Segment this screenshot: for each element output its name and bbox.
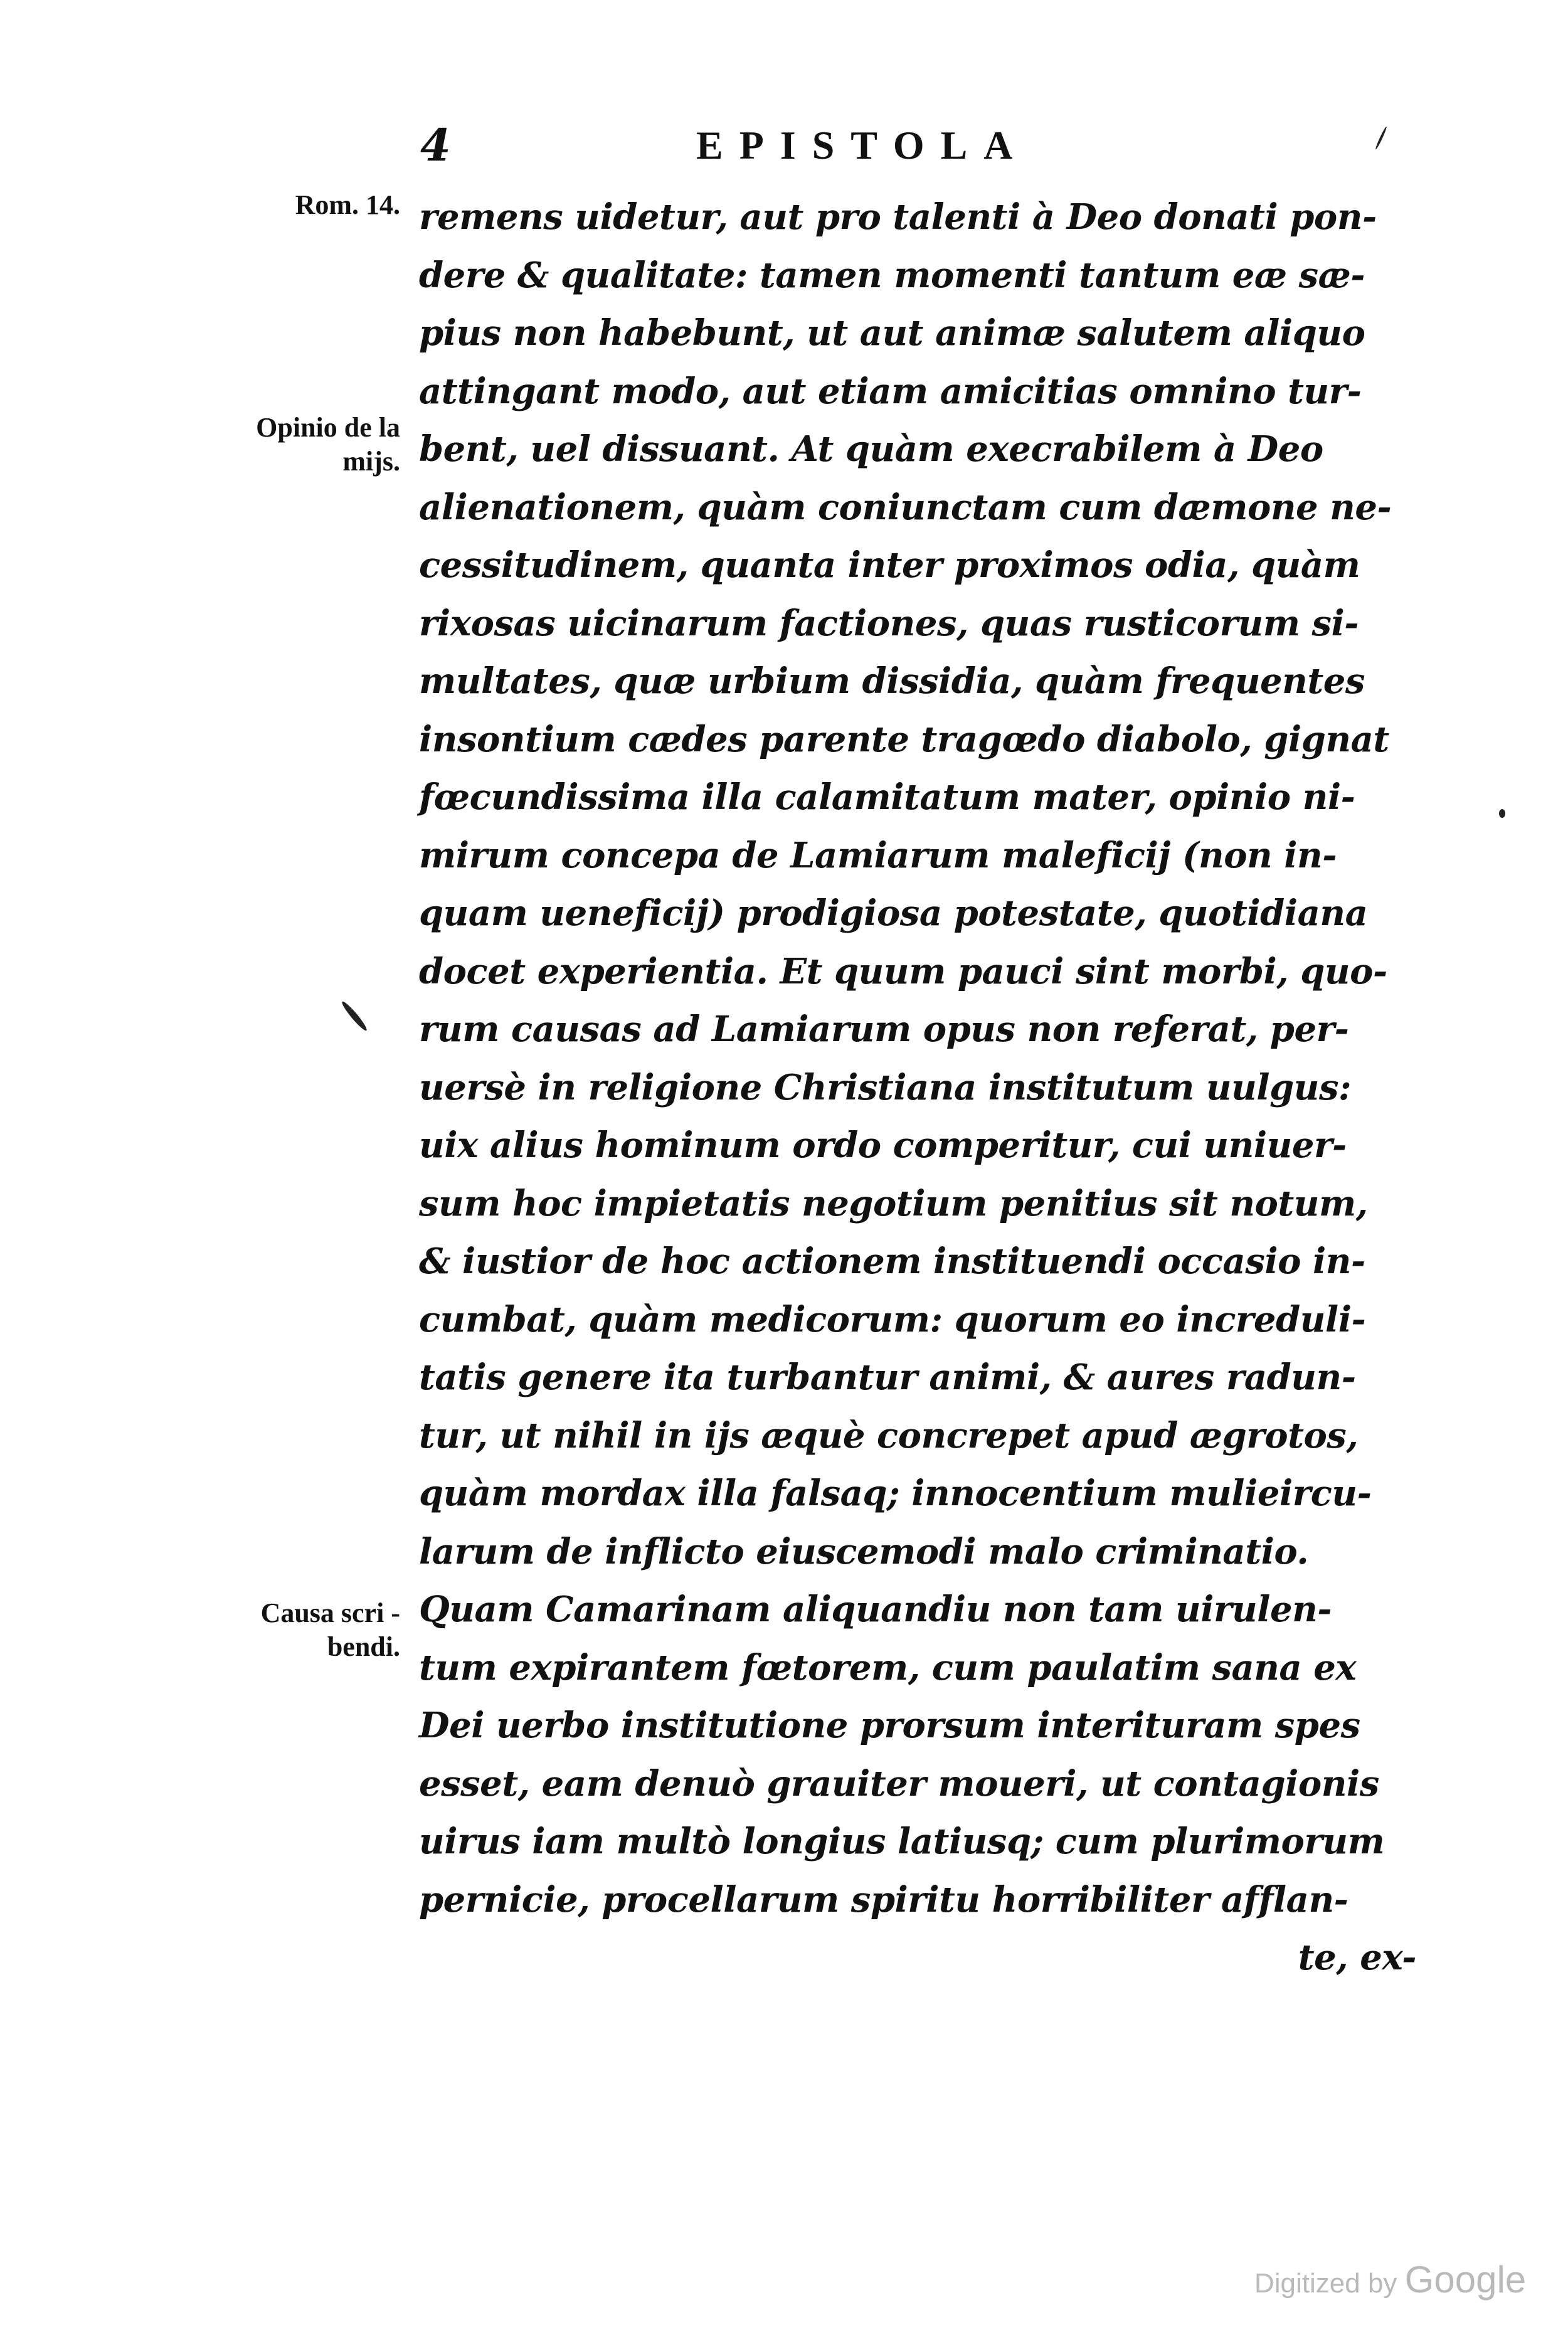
text-line: mirum concepa de Lamiarum maleficij (non in- — [419, 834, 1337, 876]
text-line: rum causas ad Lamiarum opus non referat, per- — [419, 1009, 1349, 1050]
text-line: tur, ut nihil in ijs æquè concrepet apud ægrotos, — [419, 1414, 1359, 1456]
digitized-prefix: Digitized by — [1254, 2268, 1397, 2299]
text-line: esset, eam denuò grauiter moueri, ut contagionis — [419, 1762, 1379, 1804]
text-line: tatis genere ita turbantur animi, & aures radun- — [419, 1357, 1356, 1398]
google-logo: Google — [1404, 2259, 1527, 2301]
margin-note-opinio — [199, 411, 400, 479]
margin-note-causa-line: Causa scri - — [260, 1597, 400, 1628]
text-line: te, ex- — [1298, 1937, 1416, 1978]
running-head: EPISTOLA — [696, 123, 1029, 167]
scan-speck — [1375, 126, 1388, 150]
text-line: insontium cædes parente tragœdo diabolo, gignat — [419, 718, 1389, 760]
margin-note-opinio-line: mijs. — [342, 446, 400, 477]
margin-note-opinio-line: Opinio de la — [256, 412, 400, 443]
text-line: alienationem, quàm coniunctam cum dæmone ne- — [419, 486, 1392, 528]
text-line: dere & qualitate: tamen momenti tantum eæ sæ- — [419, 254, 1365, 296]
margin-note-causa-line: bendi. — [327, 1631, 400, 1662]
text-line: Dei uerbo institutione prorsum interituram spes — [419, 1705, 1360, 1746]
text-line: pius non habebunt, ut aut animæ salutem aliquo — [419, 312, 1365, 354]
text-line: uersè in religione Christiana institutum uulgus: — [419, 1066, 1352, 1108]
scan-speck — [1499, 809, 1505, 818]
text-line: quàm mordax illa falsaq; innocentium mulieircu- — [419, 1473, 1372, 1514]
text-line: larum de inflicto eiuscemodi malo criminatio. — [419, 1530, 1309, 1572]
text-line: uix alius hominum ordo comperitur, cui uniuer- — [419, 1125, 1347, 1166]
text-line: attingant modo, aut etiam amicitias omnino tur- — [419, 370, 1362, 412]
text-line: fœcundissima illa calamitatum mater, opinio ni- — [419, 776, 1355, 818]
text-line: & iustior de hoc actionem instituendi occasio in- — [419, 1241, 1365, 1282]
text-line: sum hoc impietatis negotium penitius sit notum, — [419, 1182, 1368, 1224]
scan-speck — [340, 1000, 369, 1032]
text-line: quam ueneficij) prodigiosa potestate, quotidiana — [419, 893, 1368, 934]
text-line: cumbat, quàm medicorum: quorum eo increduli- — [419, 1298, 1366, 1340]
page-number: 4 — [420, 119, 451, 171]
text-line: rixosas uicinarum factiones, quas rusticorum si- — [419, 602, 1359, 644]
digitized-watermark — [1254, 2258, 1526, 2301]
margin-note-rom: Rom. 14. — [295, 189, 400, 220]
text-line: bent, uel dissuant. At quàm execrabilem à Deo — [419, 428, 1323, 470]
text-line: remens uidetur, aut pro talenti à Deo donati pon- — [419, 196, 1377, 238]
text-line: tum expirantem fœtorem, cum paulatim sana ex — [419, 1646, 1357, 1688]
margin-note-causa — [199, 1596, 400, 1664]
text-line: uirus iam multò longius latiusq; cum plurimorum — [419, 1821, 1385, 1862]
text-line: docet experientia. Et quum pauci sint morbi, quo- — [419, 950, 1387, 992]
text-line: cessitudinem, quanta inter proximos odia, quàm — [419, 544, 1360, 586]
text-line: multates, quæ urbium dissidia, quàm frequentes — [419, 660, 1365, 702]
body-text — [419, 188, 1422, 1987]
text-line: pernicie, procellarum spiritu horribiliter afflan- — [419, 1878, 1348, 1920]
text-line: Quam Camarinam aliquandiu non tam uirulen- — [419, 1589, 1332, 1630]
